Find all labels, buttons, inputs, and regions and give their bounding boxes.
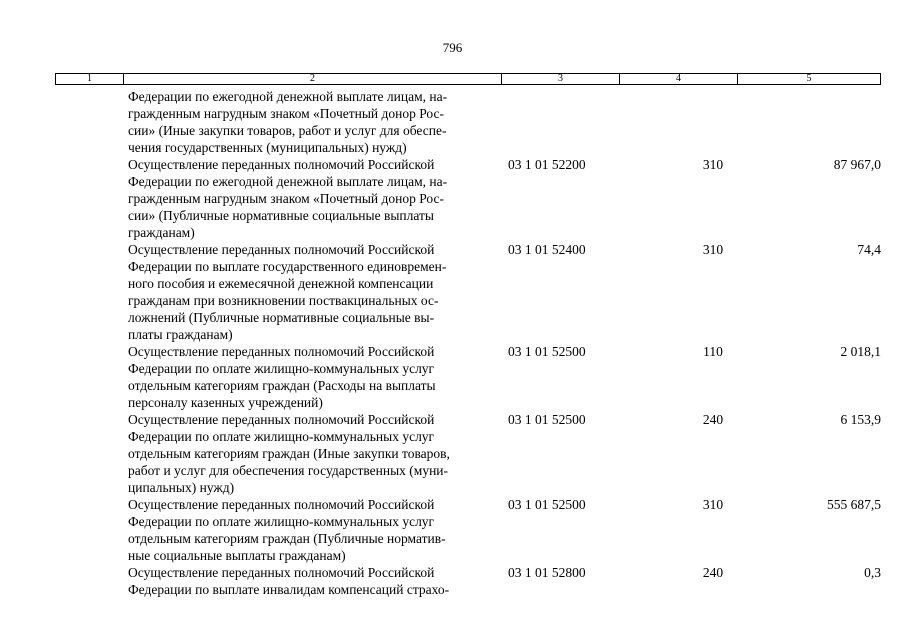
row-amount: 6 153,9 — [840, 412, 881, 427]
header-col-3: 3 — [502, 74, 620, 84]
row-amount: 555 687,5 — [827, 497, 881, 512]
row-code: 03 1 01 52500 — [508, 344, 586, 359]
row-description: Осуществление переданных полномочий Российской Федерации по ежегодной денежной выплате лицам, на- гражденным нагрудным знаком «Почетный донор Рос- сии» (Публичные нормативные социальные выплаты гражданам) — [128, 157, 448, 240]
row-description: Осуществление переданных полномочий Российской Федерации по выплате инвалидам компенсаций страхо- — [128, 565, 450, 597]
header-col-4: 4 — [620, 74, 738, 84]
table-row — [128, 88, 888, 156]
row-code: 03 1 01 52800 — [508, 565, 586, 580]
table-header — [55, 73, 881, 85]
row-amount: 74,4 — [857, 242, 881, 257]
row-code: 03 1 01 52500 — [508, 497, 586, 512]
header-col-1: 1 — [56, 74, 124, 84]
row-expense-type: 240 — [702, 412, 724, 427]
row-expense-type: 110 — [703, 344, 723, 359]
row-description: Осуществление переданных полномочий Российской Федерации по выплате государственного единовремен- ного пособия и ежемесячной денежной компенсации гражданам при возникновении поствакцинальных ос- ложнений (Публичные нормативные социальные вы- платы гражданам) — [128, 242, 447, 342]
row-code: 03 1 01 52400 — [508, 242, 586, 257]
row-description: Федерации по ежегодной денежной выплате лицам, на- гражденным нагрудным знаком «Почетный донор Рос- сии» (Иные закупки товаров, работ и услуг для обеспе- чения государственных (муниципальных) нужд) — [128, 89, 448, 155]
page-number: 796 — [442, 40, 463, 55]
table-row — [128, 156, 888, 241]
row-amount: 0,3 — [864, 565, 881, 580]
header-col-2: 2 — [124, 74, 502, 84]
table-row — [128, 241, 888, 343]
row-code — [508, 88, 628, 156]
row-expense-type: 310 — [702, 242, 724, 257]
row-expense-type: 240 — [702, 565, 724, 580]
row-expense-type: 310 — [702, 157, 724, 172]
row-amount — [731, 88, 881, 156]
row-code: 03 1 01 52500 — [508, 412, 586, 427]
table-row — [128, 343, 888, 411]
row-amount: 87 967,0 — [833, 157, 881, 172]
table-row — [128, 411, 888, 496]
row-description: Осуществление переданных полномочий Российской Федерации по оплате жилищно-коммунальных услуг отдельным категориям граждан (Иные закупки товаров, работ и услуг для обеспечения государственных (муни- ципальных) нужд) — [128, 412, 450, 495]
table-body — [128, 88, 888, 598]
row-code: 03 1 01 52200 — [508, 157, 586, 172]
row-amount: 2 018,1 — [840, 344, 881, 359]
row-description: Осуществление переданных полномочий Российской Федерации по оплате жилищно-коммунальных услуг отдельным категориям граждан (Расходы на выплаты персоналу казенных учреждений) — [128, 344, 436, 410]
table-row — [128, 496, 888, 564]
header-col-5: 5 — [806, 73, 812, 84]
table-row — [128, 564, 888, 598]
row-expense-type: 310 — [702, 497, 724, 512]
row-description: Осуществление переданных полномочий Российской Федерации по оплате жилищно-коммунальных услуг отдельным категориям граждан (Публичные норматив- ные социальные выплаты гражданам) — [128, 497, 446, 563]
